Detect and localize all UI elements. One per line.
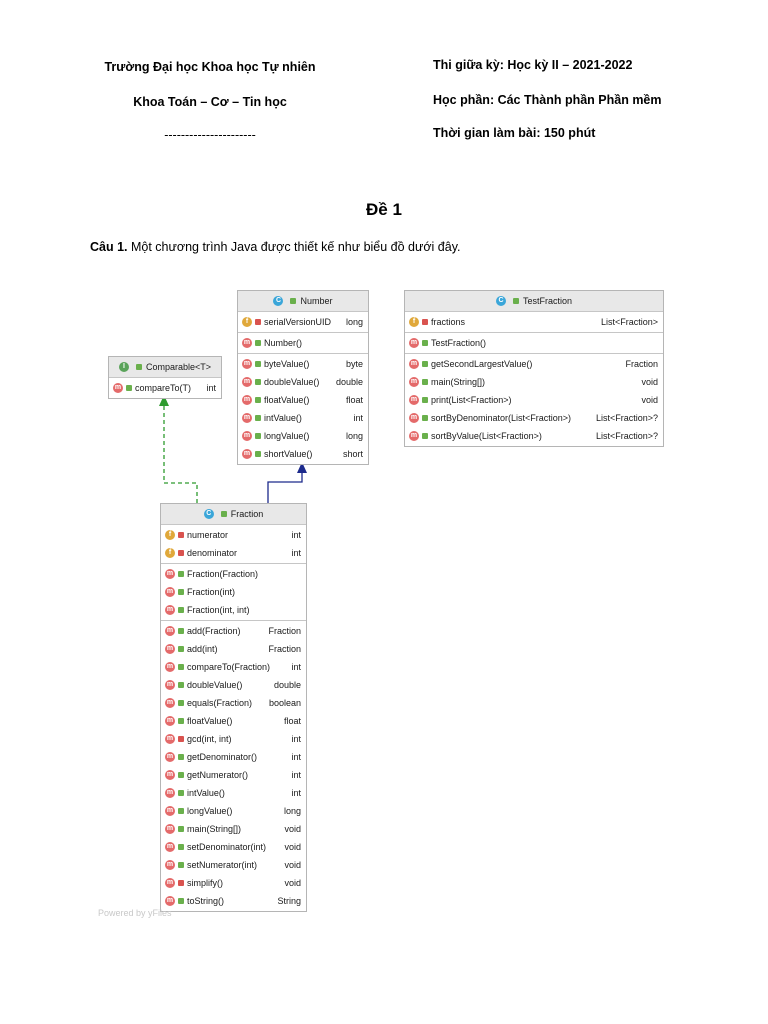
member-type: List<Fraction>? [595,413,658,423]
member-type: float [283,716,301,726]
public-icon [126,385,132,391]
uml-member [161,658,306,676]
uml-member [161,748,306,766]
member-type: Fraction [268,626,301,636]
public-icon [422,361,428,367]
duration-info: Thời gian làm bài: 150 phút [433,126,596,140]
member-type: long [345,431,363,441]
field-icon: f [165,530,175,540]
uml-member [161,640,306,658]
private-icon [178,880,184,886]
member-type: Fraction [268,644,301,654]
class-testfraction-title: TestFraction [522,296,573,306]
member-type: void [284,824,301,834]
fraction-methods [161,621,306,911]
uml-member [161,784,306,802]
testfraction-fields [405,312,663,333]
private-icon [422,319,428,325]
static-method-icon: m [410,414,418,421]
public-icon [178,898,184,904]
method-icon: m [166,843,174,850]
public-icon [255,379,261,385]
member-name: simplify() [187,878,223,888]
method-icon: m [166,753,174,760]
method-icon: m [410,360,418,367]
member-name: gcd(int, int) [187,734,232,744]
private-icon [255,319,261,325]
member-name: Fraction(int, int) [187,605,250,615]
member-type: long [345,317,363,327]
field-icon: f [409,317,419,327]
member-name: floatValue() [187,716,233,726]
member-type: Fraction [625,359,658,369]
exam-title: Đề 1 [366,200,402,219]
public-icon [221,511,227,517]
public-icon [255,451,261,457]
member-type: byte [345,359,363,369]
uml-member [405,427,663,445]
uml-member [161,802,306,820]
uml-member [405,355,663,373]
uml-member [161,676,306,694]
public-icon [422,379,428,385]
uml-member [238,409,368,427]
class-testfraction-header [405,291,663,312]
uml-member [238,355,368,373]
public-icon [178,754,184,760]
public-icon [422,415,428,421]
member-name: sortByDenominator(List<Fraction>) [431,413,572,423]
class-icon: C [204,509,214,519]
member-type: int [291,770,301,780]
public-icon [178,808,184,814]
uml-member [238,313,368,331]
method-icon: m [410,339,418,346]
member-name: intValue() [264,413,302,423]
member-name: toString() [187,896,225,906]
method-icon: m [166,879,174,886]
interface-comparable-header [109,357,221,378]
member-type: short [342,449,363,459]
uml-member [161,892,306,910]
public-icon [178,664,184,670]
method-icon: m [166,861,174,868]
method-icon: m [243,360,251,367]
number-fields [238,312,368,333]
method-icon: m [243,450,251,457]
member-type: int [291,662,301,672]
member-name: intValue() [187,788,225,798]
member-type: void [284,842,301,852]
yfiles-watermark: Powered by yFiles [98,908,172,918]
member-type: void [284,878,301,888]
member-name: getSecondLargestValue() [431,359,533,369]
method-icon: m [166,807,174,814]
method-icon: m [243,414,251,421]
member-name: denominator [187,548,238,558]
uml-member [405,373,663,391]
uml-member [161,838,306,856]
public-icon [178,844,184,850]
member-name: Number() [264,338,303,348]
public-icon [290,298,296,304]
public-icon [255,433,261,439]
public-icon [178,718,184,724]
class-number-title: Number [300,296,333,306]
testfraction-methods [405,354,663,446]
method-icon: m [166,570,174,577]
uml-member [161,694,306,712]
private-icon [178,550,184,556]
uml-member [161,856,306,874]
member-name: floatValue() [264,395,310,405]
method-icon: m [166,789,174,796]
member-type: long [283,806,301,816]
header-separator: ---------------------- [164,128,256,142]
member-type: float [345,395,363,405]
member-type: void [284,860,301,870]
member-type: int [291,530,301,540]
public-icon [255,340,261,346]
class-fraction [160,503,307,912]
question-text: Một chương trình Java được thiết kế như biểu đồ dưới đây. [127,240,461,254]
member-name: setNumerator(int) [187,860,258,870]
uml-member [238,373,368,391]
member-type: List<Fraction> [600,317,658,327]
member-name: sortByValue(List<Fraction>) [431,431,542,441]
public-icon [255,415,261,421]
public-icon [178,628,184,634]
member-name: shortValue() [264,449,313,459]
member-name: numerator [187,530,229,540]
public-icon [136,364,142,370]
uml-member [238,445,368,463]
number-methods [238,354,368,464]
public-icon [178,790,184,796]
uml-member [161,526,306,544]
member-name: longValue() [264,431,310,441]
method-icon: m [166,627,174,634]
member-type: int [291,752,301,762]
fraction-fields [161,525,306,564]
private-icon [178,532,184,538]
class-icon: C [496,296,506,306]
number-constructors [238,333,368,354]
interface-comparable [108,356,222,399]
public-icon [513,298,519,304]
static-method-icon: m [410,378,418,385]
member-name: add(Fraction) [187,626,241,636]
interface-comparable-title: Comparable<T> [145,362,212,372]
member-type: void [641,395,658,405]
member-name: main(String[]) [187,824,242,834]
member-name: doubleValue() [264,377,320,387]
member-type: int [206,383,216,393]
uml-member [161,601,306,619]
uml-member [238,334,368,352]
testfraction-constructors [405,333,663,354]
uml-member [405,409,663,427]
uml-member [238,391,368,409]
member-type: List<Fraction>? [595,431,658,441]
member-type: String [277,896,301,906]
member-type: int [353,413,363,423]
public-icon [178,571,184,577]
member-name: add(int) [187,644,218,654]
method-icon: m [166,606,174,613]
uml-member [161,565,306,583]
public-icon [178,862,184,868]
class-number [237,290,369,465]
method-icon: m [243,339,251,346]
method-icon: m [243,378,251,385]
public-icon [422,433,428,439]
uml-member [161,544,306,562]
member-name: Fraction(int) [187,587,236,597]
member-type: int [291,788,301,798]
uml-member [405,391,663,409]
public-icon [178,772,184,778]
member-name: Fraction(Fraction) [187,569,259,579]
member-name: getDenominator() [187,752,258,762]
method-icon: m [166,771,174,778]
method-icon: m [166,645,174,652]
member-type: double [273,680,301,690]
method-icon: m [166,699,174,706]
public-icon [178,826,184,832]
method-icon: m [166,897,174,904]
member-type: int [291,734,301,744]
uml-member [109,379,221,397]
fraction-constructors [161,564,306,621]
method-icon: m [166,588,174,595]
uml-member [161,874,306,892]
member-name: TestFraction() [431,338,487,348]
public-icon [255,397,261,403]
method-icon: m [166,681,174,688]
implements-edge [164,406,197,503]
class-number-header [238,291,368,312]
member-type: double [335,377,363,387]
uml-member [405,334,663,352]
public-icon [178,607,184,613]
member-type: boolean [268,698,301,708]
method-icon: m [166,717,174,724]
public-icon [255,361,261,367]
private-icon [178,736,184,742]
uml-member [161,766,306,784]
member-type: int [291,548,301,558]
interface-icon: I [119,362,129,372]
public-icon [178,589,184,595]
member-name: longValue() [187,806,233,816]
public-icon [178,700,184,706]
class-fraction-header [161,504,306,525]
member-name: setDenominator(int) [187,842,267,852]
member-name: compareTo(T) [135,383,192,393]
extends-edge [268,473,302,503]
method-icon: m [114,384,122,391]
public-icon [178,682,184,688]
public-icon [422,397,428,403]
static-method-icon: m [166,825,174,832]
member-name: compareTo(Fraction) [187,662,271,672]
static-method-icon: m [410,396,418,403]
uml-member [405,313,663,331]
uml-member [161,622,306,640]
member-name: main(String[]) [431,377,486,387]
member-name: fractions [431,317,466,327]
member-name: getNumerator() [187,770,249,780]
field-icon: f [165,548,175,558]
comparable-methods [109,378,221,398]
method-icon: m [166,663,174,670]
uml-member [161,712,306,730]
class-fraction-title: Fraction [230,509,264,519]
uml-member [161,583,306,601]
uml-member [238,427,368,445]
static-method-icon: m [410,432,418,439]
class-icon: C [273,296,283,306]
member-name: equals(Fraction) [187,698,253,708]
university-name: Trường Đại học Khoa học Tự nhiên [104,60,316,74]
course-info: Học phần: Các Thành phần Phần mềm [433,93,662,107]
member-name: byteValue() [264,359,310,369]
member-name: print(List<Fraction>) [431,395,512,405]
public-icon [178,646,184,652]
uml-member [161,730,306,748]
member-type: void [641,377,658,387]
faculty-name: Khoa Toán – Cơ – Tin học [133,95,287,109]
field-icon: f [242,317,252,327]
member-name: doubleValue() [187,680,243,690]
method-icon: m [243,432,251,439]
class-testfraction [404,290,664,447]
public-icon [422,340,428,346]
static-method-icon: m [166,735,174,742]
uml-member [161,820,306,838]
exam-info: Thi giữa kỳ: Học kỳ II – 2021-2022 [433,58,633,72]
method-icon: m [243,396,251,403]
question-label: Câu 1. [90,240,128,254]
member-name: serialVersionUID [264,317,332,327]
